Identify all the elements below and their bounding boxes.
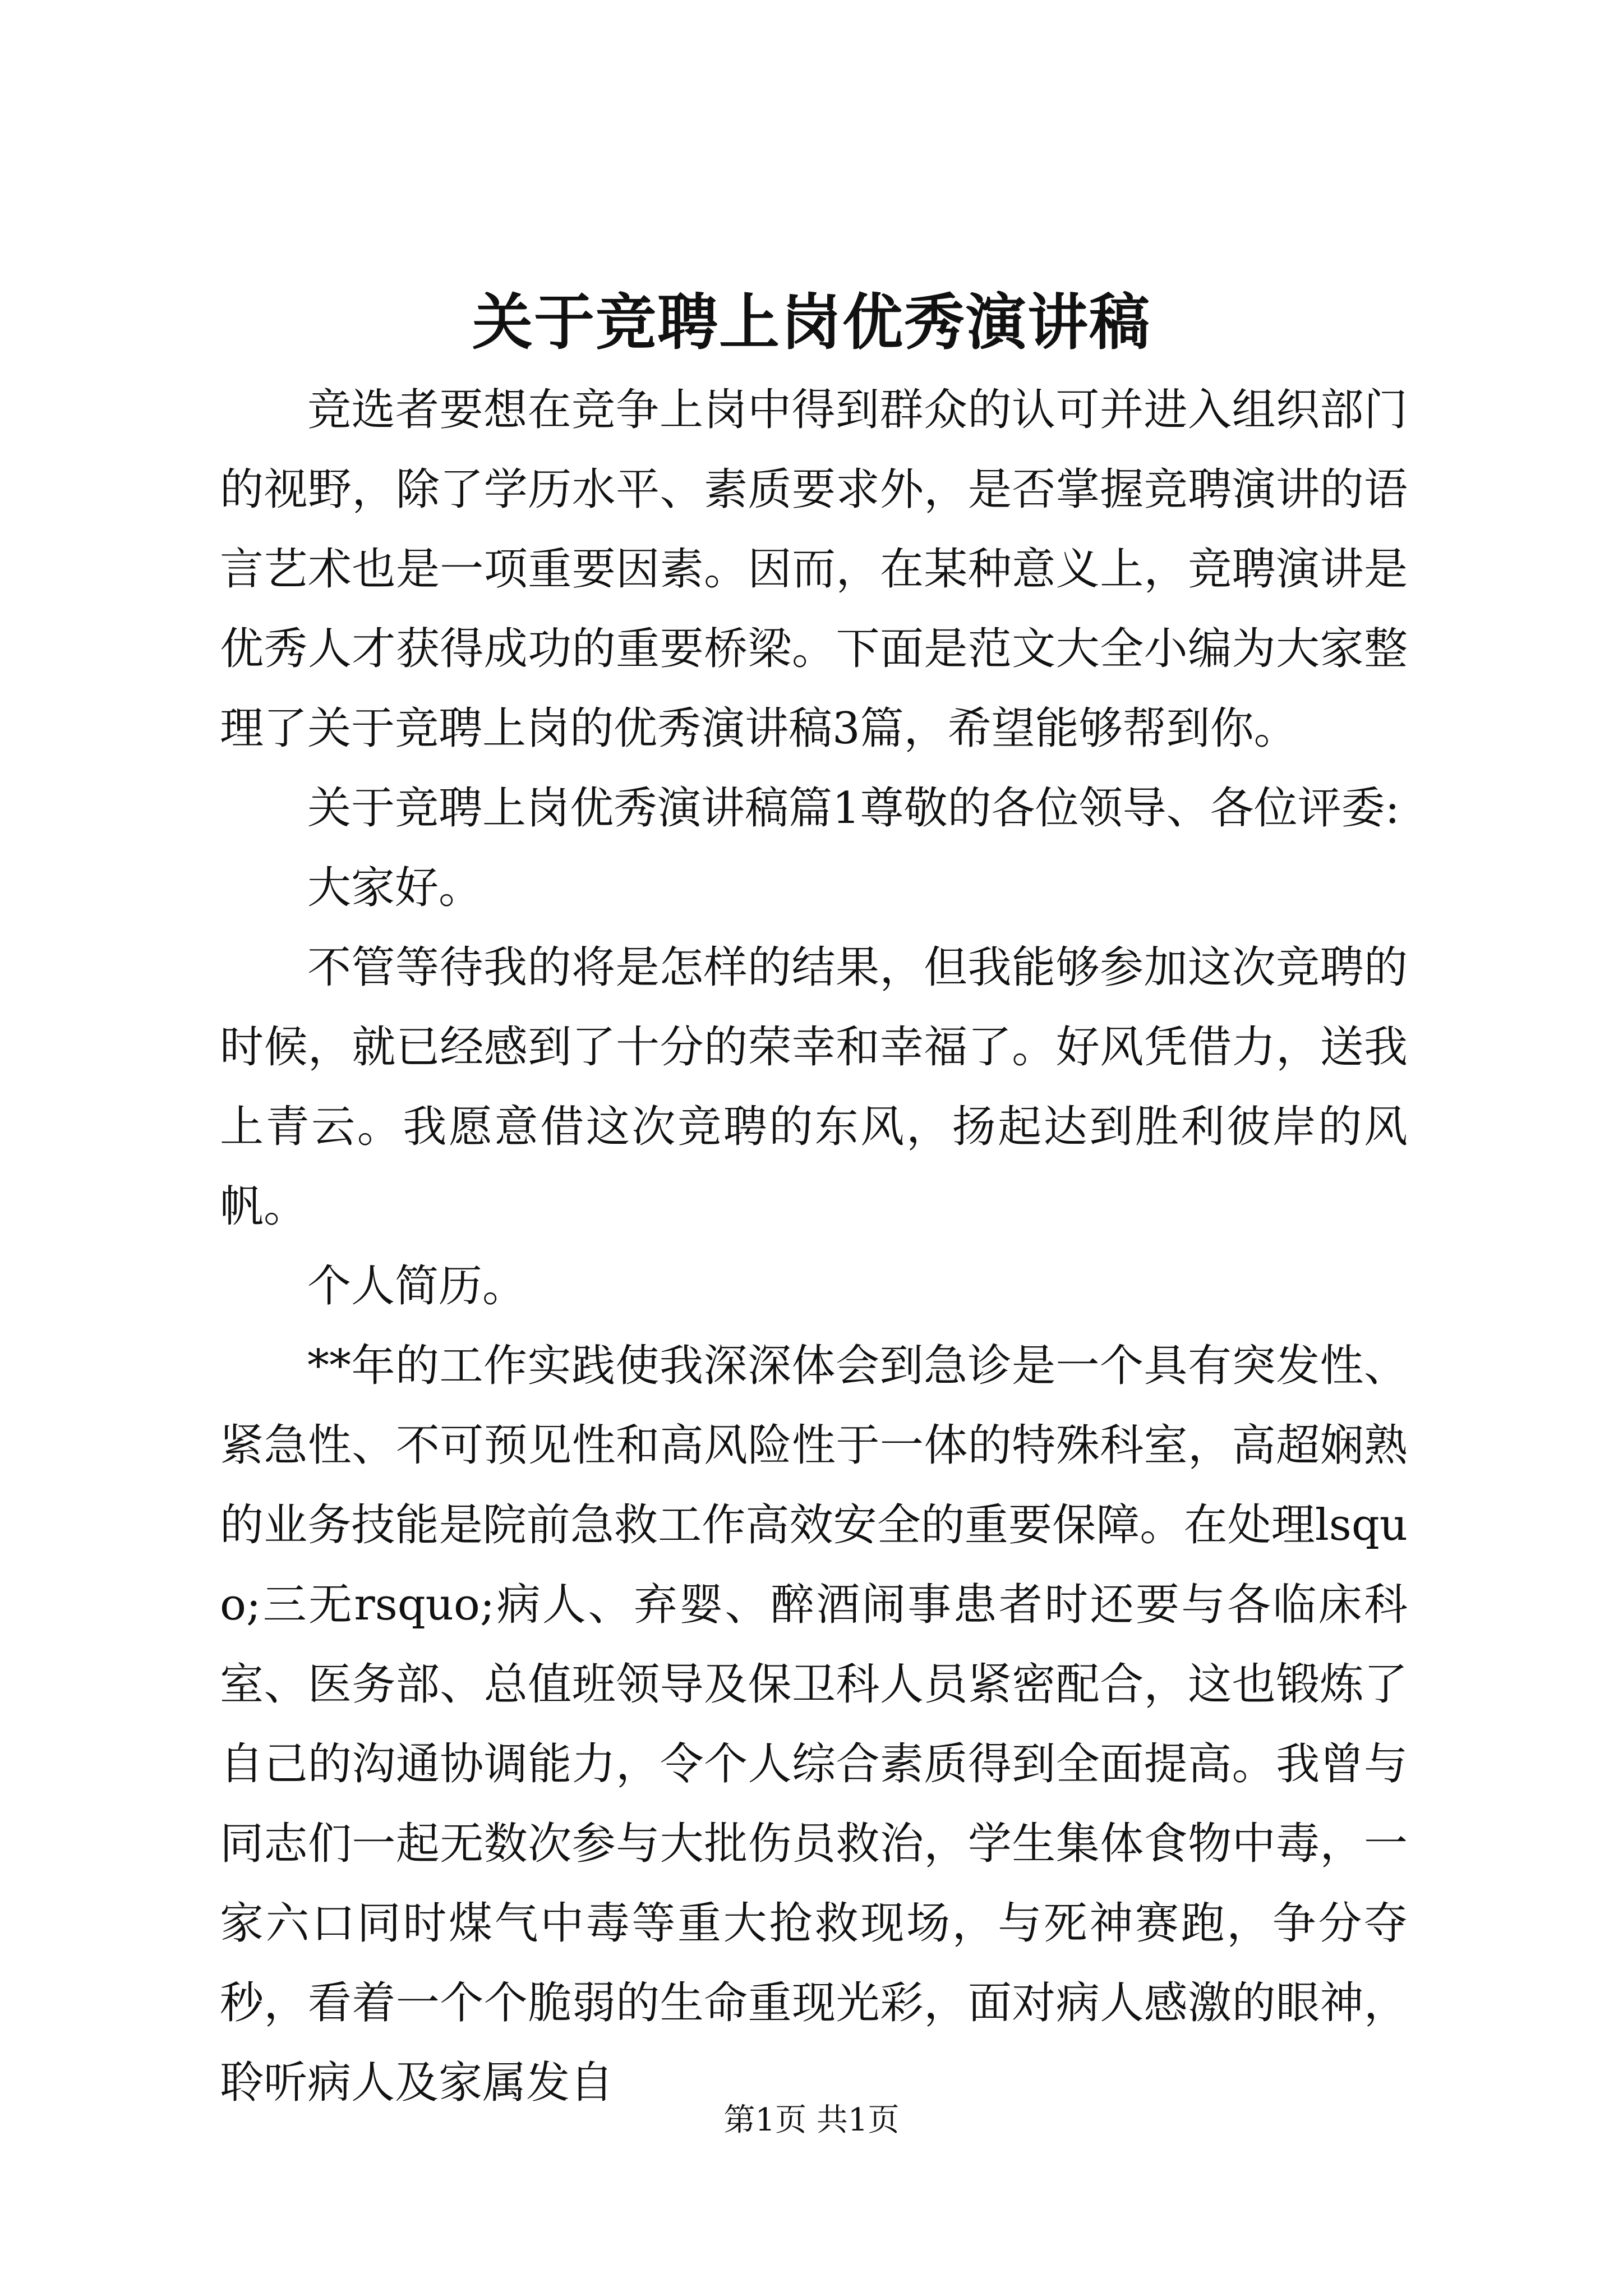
- paragraph-heading-salutation: 关于竞聘上岗优秀演讲稿篇1尊敬的各位领导、各位评委:: [307, 783, 1400, 834]
- paragraph-greeting: 大家好。: [307, 863, 483, 913]
- paragraph-opening: 不管等待我的将是怎样的结果，但我能够参加这次竞聘的时候，就已经感到了十分的荣幸和幸福了。好风凭借力，送我上青云。我愿意借这次竞聘的东风，扬起达到胜利彼岸的风帆。: [220, 942, 1408, 1232]
- paragraph-intro: 竞选者要想在竞争上岗中得到群众的认可并进入组织部门的视野，除了学历水平、素质要求外，是否掌握竞聘演讲的语言艺术也是一项重要因素。因而，在某种意义上，竞聘演讲是优秀人才获得成功的重要桥梁。下面是范文大全小编为大家整理了关于竞聘上岗的优秀演讲稿3篇，希望能够帮到你。: [220, 385, 1408, 754]
- page-number-footer: 第1页 共1页: [723, 2102, 900, 2138]
- paragraph-experience: **年的工作实践使我深深体会到急诊是一个具有突发性、紧急性、不可预见性和高风险性于一体的特殊科室，高超娴熟的业务技能是院前急救工作高效安全的重要保障。在处理lsquo;三无rsquo;病人、弃婴、醉酒闹事患者时还要与各临床科室、医务部、总值班领导及保卫科人员紧密配合，这也锻炼了自己的沟通协调能力，令个人综合素质得到全面提高。我曾与同志们一起无数次参与大批伤员救治，学生集体食物中毒，一家六口同时煤气中毒等重大抢救现场，与死神赛跑，争分夺秒，看着一个个脆弱的生命重现光彩，面对病人感激的眼神，聆听病人及家属发自: [220, 1341, 1408, 2108]
- paragraph-resume-heading: 个人简历。: [307, 1261, 527, 1312]
- document-body: [220, 370, 1408, 2123]
- document-title: 关于竞聘上岗优秀演讲稿: [472, 287, 1151, 358]
